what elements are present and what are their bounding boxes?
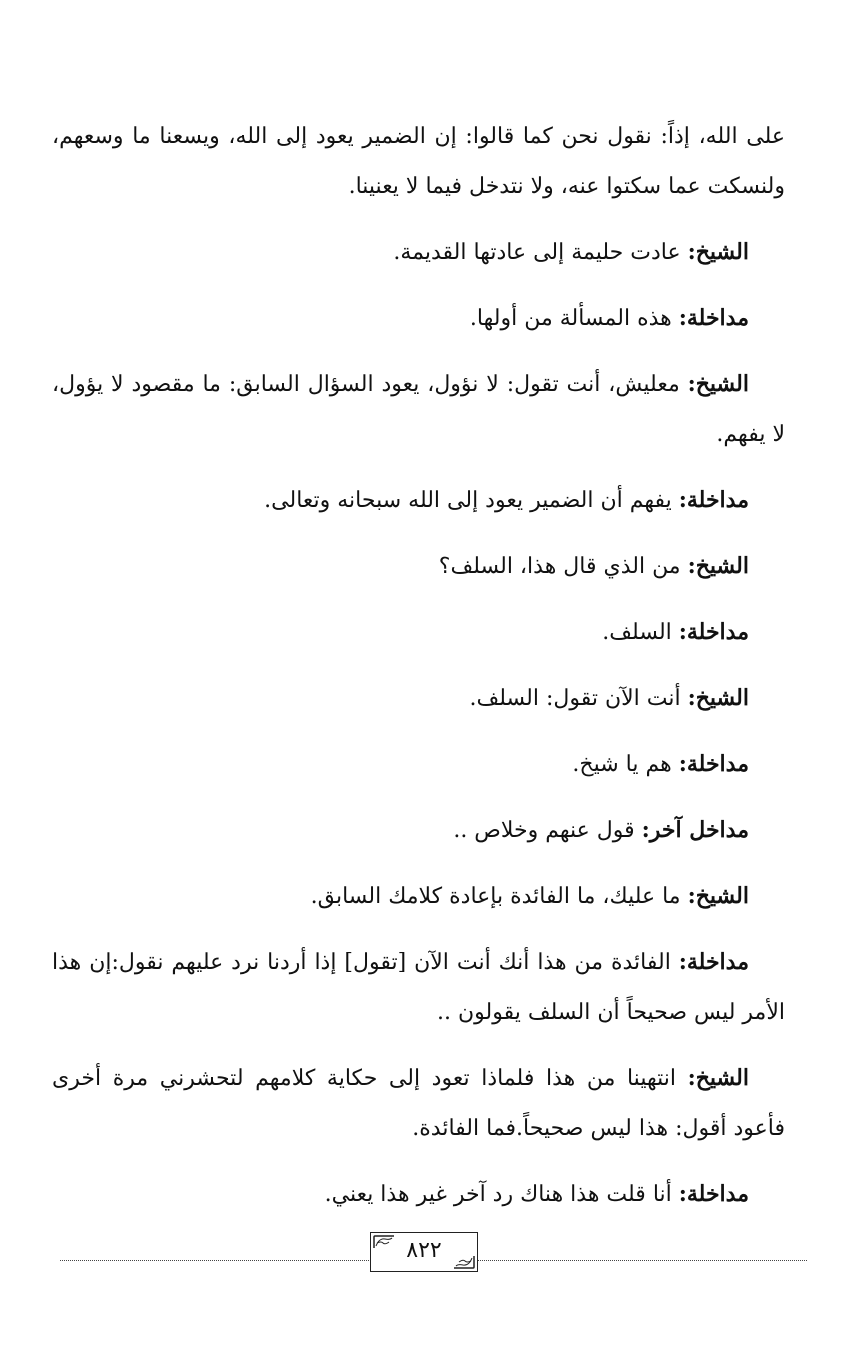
paragraph-text: ما عليك، ما الفائدة بإعادة كلامك السابق.	[310, 884, 688, 909]
paragraph	[52, 937, 785, 1038]
speaker-label: مداخلة:	[678, 487, 749, 513]
paragraph-text: من الذي قال هذا، السلف؟	[438, 554, 688, 579]
speaker-label: الشيخ:	[687, 685, 749, 711]
paragraph	[52, 1053, 785, 1154]
speaker-label: مداخلة:	[678, 1181, 749, 1207]
paragraph	[52, 475, 785, 526]
paragraph-text: انتهينا من هذا فلماذا تعود إلى حكاية كلامهم لتحشرني مرة أخرى فأعود أقول: هذا ليس صحيحاً.فما الفائدة.	[52, 1066, 785, 1141]
paragraph-text: معليش، أنت تقول: لا نؤول، يعود السؤال السابق: ما مقصود لا يؤول، لا يفهم.	[52, 372, 785, 447]
page-footer	[60, 1228, 807, 1274]
paragraph-text: هم يا شيخ.	[572, 752, 679, 777]
paragraph-text: قول عنهم وخلاص ..	[453, 818, 642, 843]
paragraph	[52, 1169, 785, 1220]
speaker-label: الشيخ:	[687, 883, 749, 909]
page-number-frame	[370, 1232, 478, 1272]
speaker-label: مداخلة:	[678, 949, 749, 975]
paragraph-text: السلف.	[602, 620, 679, 645]
paragraph-text: على الله، إذاً: نقول نحن كما قالوا: إن الضمير يعود إلى الله، ويسعنا ما وسعهم، ولنسكت عما سكتوا عنه، ولا نتدخل فيما لا يعنينا.	[52, 124, 785, 199]
paragraph	[52, 541, 785, 592]
speaker-label: مداخلة:	[678, 305, 749, 331]
paragraph	[52, 227, 785, 278]
speaker-label: مداخل آخر:	[641, 817, 749, 843]
paragraph	[52, 871, 785, 922]
speaker-label: الشيخ:	[687, 239, 749, 265]
dialogue-text	[52, 112, 785, 1220]
paragraph-text: عادت حليمة إلى عادتها القديمة.	[393, 240, 688, 265]
speaker-label: الشيخ:	[687, 371, 749, 397]
speaker-label: الشيخ:	[687, 1065, 749, 1091]
paragraph	[52, 739, 785, 790]
speaker-label: الشيخ:	[687, 553, 749, 579]
paragraph	[52, 607, 785, 658]
paragraph	[52, 805, 785, 856]
speaker-label: مداخلة:	[678, 619, 749, 645]
paragraph-text: يفهم أن الضمير يعود إلى الله سبحانه وتعالى.	[264, 488, 679, 513]
paragraph	[52, 673, 785, 724]
paragraph	[52, 359, 785, 460]
paragraph	[52, 293, 785, 344]
page-number: ٨٢٢	[406, 1238, 442, 1263]
paragraph-text: أنا قلت هذا هناك رد آخر غير هذا يعني.	[324, 1182, 679, 1207]
paragraph-text: أنت الآن تقول: السلف.	[469, 686, 688, 711]
paragraph-continuation	[52, 112, 785, 212]
paragraph-text: الفائدة من هذا أنك أنت الآن [تقول] إذا أردنا نرد عليهم نقول:إن هذا الأمر ليس صحيحاً أن السلف يقولون ..	[52, 950, 785, 1025]
paragraph-text: هذه المسألة من أولها.	[469, 306, 679, 331]
speaker-label: مداخلة:	[678, 751, 749, 777]
